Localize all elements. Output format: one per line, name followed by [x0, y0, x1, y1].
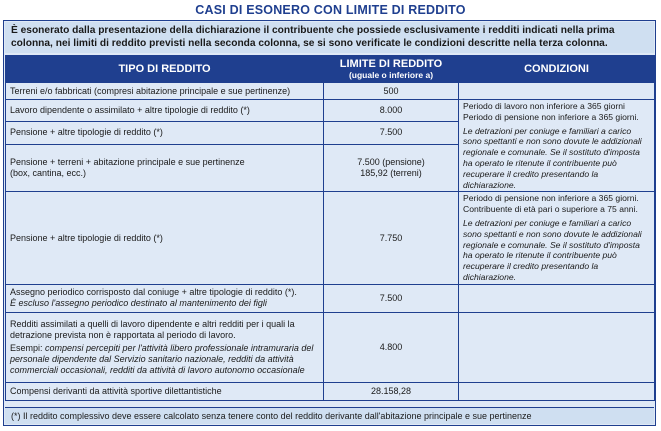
row-condizioni-empty [459, 312, 655, 382]
exemption-table [5, 55, 655, 401]
row-tipo-examples [10, 343, 319, 376]
row-condizioni-empty [459, 284, 655, 312]
condition-text: Contribuente di età pari o superiore a 75 anni. [463, 204, 638, 215]
conditions-group-a [459, 100, 655, 192]
row-tipo [6, 144, 324, 192]
row-condizioni-empty [459, 83, 655, 100]
row-limite: 7.750 [324, 192, 459, 284]
row-tipo: Pensione + altre tipologie di reddito (*) [6, 122, 324, 144]
row-tipo: Pensione + altre tipologie di reddito (*) [6, 192, 324, 284]
row-tipo-line: Assegno periodico corrisposto dal coniuge + altre tipologie di reddito (*). [10, 287, 297, 298]
row-condizioni-empty [459, 382, 655, 400]
row-tipo-note: È escluso l'assegno periodico destinato al mantenimento dei figli [10, 298, 267, 309]
row-tipo: Compensi derivanti da attività sportive dilettantistiche [6, 382, 324, 400]
row-tipo: Terreni e/o fabbricati (compresi abitazione principale e sue pertinenze) [6, 83, 324, 100]
page-title: CASI DI ESONERO CON LIMITE DI REDDITO [195, 3, 466, 17]
row-limite: 28.158,28 [324, 382, 459, 400]
condition-note: Le detrazioni per coniuge e familiari a carico sono spettanti e non sono dovute le addizionali regionale e comunale. Se il sostituto d'imposta ha operato le ritenute il contribuente può recuperare il credito presentando la dichiarazione. [463, 217, 642, 282]
table-row [6, 100, 655, 122]
footnote: (*) Il reddito complessivo deve essere calcolato senza tenere conto del reddito derivante dall'abitazione principale e sue pertinenze [5, 407, 654, 424]
header-tipo: TIPO DI REDDITO [6, 56, 324, 83]
table-row [6, 284, 655, 312]
intro-text: È esonerato dalla presentazione della dichiarazione il contribuente che possiede esclusivamente i redditi indicati nella prima colonna, nei limiti di reddito previsti nella seconda colonna, se si sono verificate le condizioni descritte nella terza colonna. [5, 22, 654, 53]
row-limite-line: 185,92 (terreni) [360, 167, 422, 178]
row-tipo: Lavoro dipendente o assimilato + altre tipologie di reddito (*) [6, 100, 324, 122]
header-limite-label: LIMITE DI REDDITO [339, 58, 443, 70]
row-limite-line: 7.500 (pensione) [357, 156, 425, 167]
row-limite: 8.000 [324, 100, 459, 122]
row-limite: 7.500 [324, 284, 459, 312]
row-limite [324, 144, 459, 192]
conditions-group-b [459, 192, 655, 284]
table-row [6, 83, 655, 100]
exemption-table-frame [3, 20, 656, 426]
row-tipo-line: Redditi assimilati a quelli di lavoro dipendente e altri redditi per i quali la detrazione prevista non è rapportata al periodo di lavoro. [10, 318, 295, 340]
table-row [6, 382, 655, 400]
condition-text: Periodo di pensione non inferiore a 365 giorni. [463, 193, 639, 204]
row-limite: 7.500 [324, 122, 459, 144]
header-limite-sub: (uguale o inferiore a) [348, 70, 434, 80]
examples-label: Esempi: [10, 342, 46, 353]
table-header-row [6, 56, 655, 83]
row-limite: 500 [324, 83, 459, 100]
condition-text: Periodo di lavoro non inferiore a 365 giorni [463, 101, 625, 111]
table-row [6, 192, 655, 284]
table-row [6, 312, 655, 382]
row-tipo [6, 284, 324, 312]
header-condizioni: CONDIZIONI [459, 56, 655, 83]
examples-text: compensi percepiti per l'attività libero professionale intramuraria del personale dipendente dal Servizio sanitario nazionale, redditi da attività commerciali occasionali, redditi da attività di lavoro autonomo occasionale [10, 342, 314, 375]
condition-note: Le detrazioni per coniuge e familiari a carico sono spettanti e non sono dovute le addizionali regionale e comunale. Se il sostituto d'imposta ha operato le ritenute il contribuente può recuperare il credito presentando la dichiarazione. [463, 125, 642, 190]
row-tipo-line: (box, cantina, ecc.) [10, 167, 87, 178]
row-tipo-line: Pensione + terreni + abitazione principale e sue pertinenze [10, 156, 245, 167]
row-limite: 4.800 [324, 312, 459, 382]
condition-text: Periodo di pensione non inferiore a 365 giorni. [463, 111, 639, 122]
header-limite [324, 56, 459, 83]
row-tipo [6, 312, 324, 382]
